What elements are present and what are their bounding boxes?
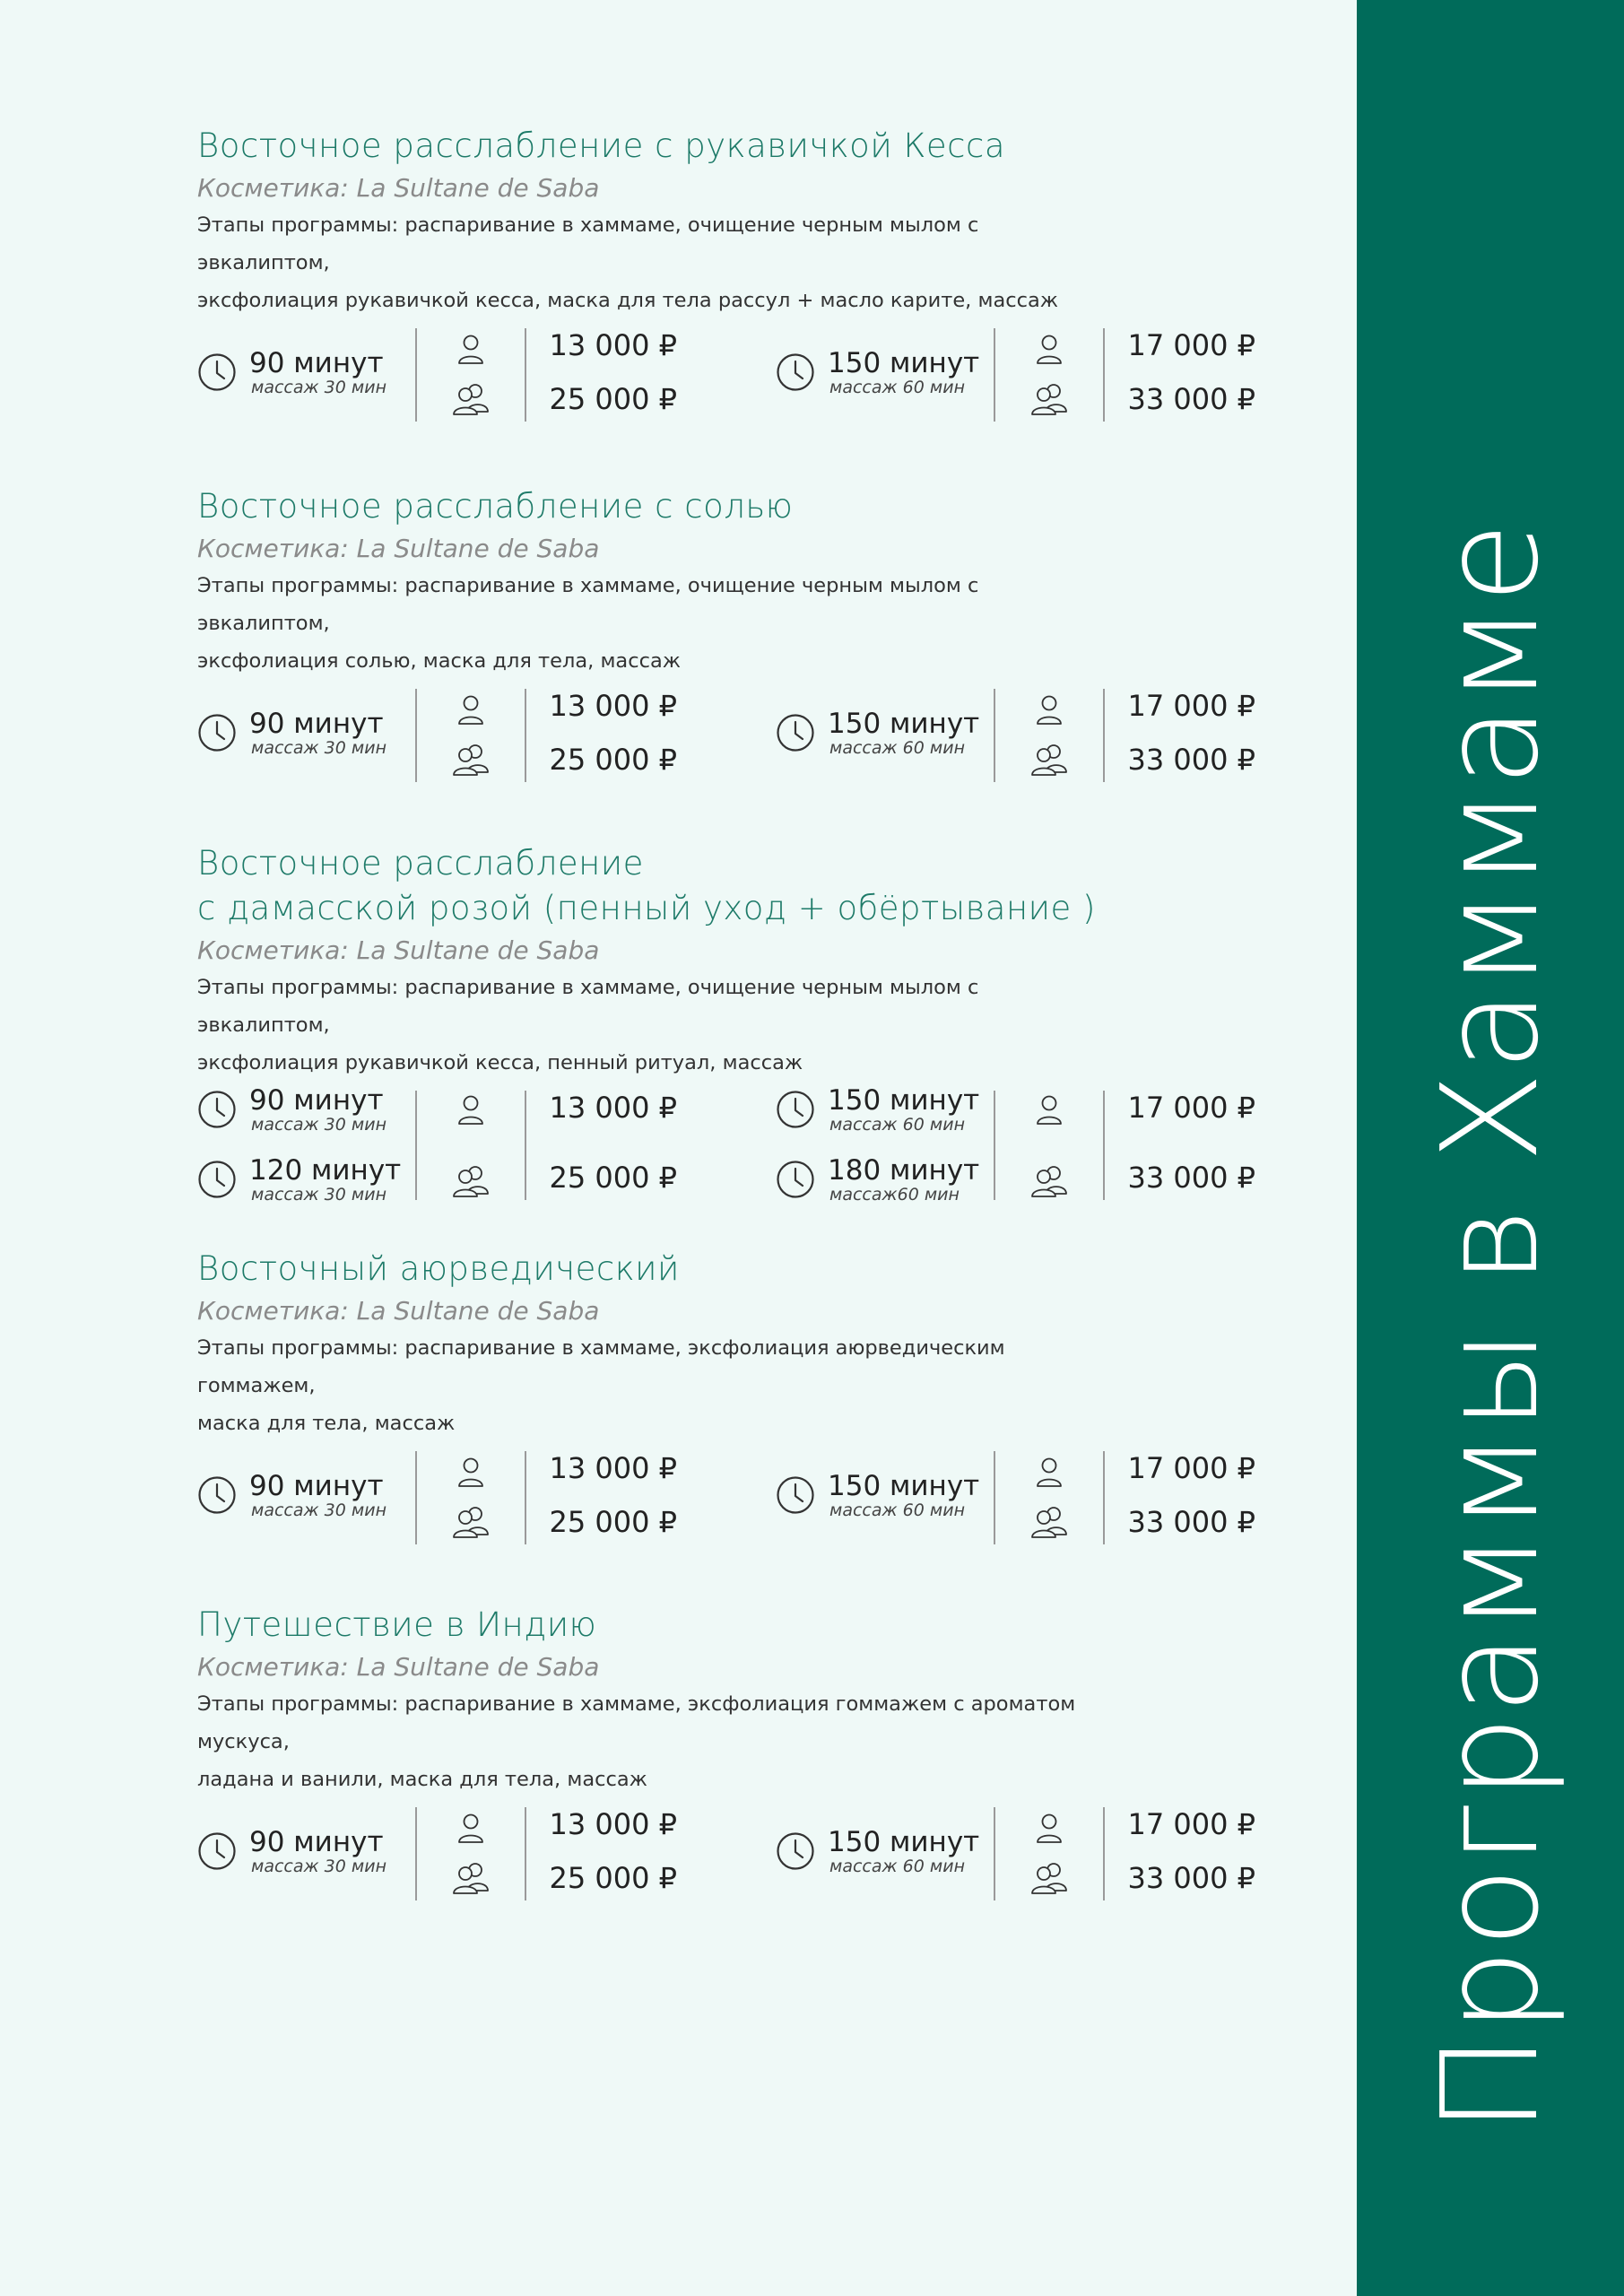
massage-duration: массаж 60 мин (829, 1500, 965, 1520)
massage-duration: массаж 60 мин (829, 1115, 965, 1135)
price-single: 13 000 ₽ (549, 1807, 677, 1841)
program-title (197, 1603, 1273, 1648)
program-item (197, 841, 1273, 1205)
program-stages-line: маска для тела, массаж (197, 1412, 456, 1435)
price-block-right (776, 1451, 1278, 1544)
massage-duration: массаж 30 мин (251, 1185, 386, 1205)
program-stages (197, 567, 1112, 680)
two-persons-icon (448, 1503, 493, 1539)
divider (1103, 328, 1105, 422)
price-double: 33 000 ₽ (1127, 1861, 1255, 1895)
divider (1103, 1807, 1105, 1900)
program-stages-line: ладана и ванили, маска для тела, массаж (197, 1768, 647, 1791)
duration-value: 150 минут (828, 1826, 980, 1858)
single-person-icon (1027, 332, 1072, 368)
price-block-left (197, 689, 699, 782)
duration-value: 90 минут (249, 1826, 384, 1858)
duration-value: 120 минут (249, 1154, 402, 1187)
program-stages-line: эксфолиация рукавичкой кесса, маска для тела рассул + масло карите, массаж (197, 289, 1059, 312)
duration (197, 347, 413, 404)
divider (994, 689, 995, 782)
program-title-line: Путешествие в Индию (197, 1605, 597, 1644)
price-single: 13 000 ₽ (549, 1451, 677, 1485)
two-persons-icon (1027, 741, 1072, 777)
duration (197, 1084, 413, 1141)
program-item (197, 1603, 1273, 1900)
program-stages-line: эксфолиация рукавичкой кесса, пенный ритуал, массаж (197, 1051, 803, 1074)
duration (197, 1826, 413, 1883)
price-single: 13 000 ₽ (549, 689, 677, 723)
divider (994, 328, 995, 422)
clock-icon (197, 1475, 237, 1515)
program-title-line: с дамасской розой (пенный уход + обёртывание ) (197, 889, 1096, 927)
two-persons-icon (448, 380, 493, 416)
divider (994, 1091, 995, 1200)
duration-text (828, 1471, 979, 1519)
cosmetics-brand: Косметика: La Sultane de Saba (197, 935, 600, 965)
price-table (197, 1451, 1273, 1544)
price-double: 33 000 ₽ (1127, 1161, 1255, 1195)
duration-text (828, 1085, 979, 1134)
massage-duration: массаж 30 мин (251, 378, 386, 397)
program-stages-line: Этапы программы: распаривание в хаммаме, эксфолиация гоммажем с ароматом мускуса, (197, 1692, 1076, 1753)
clock-icon (197, 352, 237, 392)
price-double: 25 000 ₽ (549, 743, 677, 777)
price-double: 33 000 ₽ (1127, 1505, 1255, 1539)
cosmetics-brand: Косметика: La Sultane de Saba (197, 534, 600, 563)
clock-icon (776, 352, 815, 392)
price-table (197, 1084, 1273, 1205)
duration-value: 90 минут (249, 1470, 384, 1502)
divider (525, 1807, 526, 1900)
program-item (197, 484, 1273, 782)
program-stages-line: Этапы программы: распаривание в хаммаме, очищение черным мылом с эвкалиптом, (197, 213, 979, 274)
duration-value: 150 минут (828, 1470, 980, 1502)
duration-text (249, 1155, 401, 1204)
price-single: 17 000 ₽ (1127, 1807, 1255, 1841)
single-person-icon (448, 1811, 493, 1847)
two-persons-icon (1027, 1859, 1072, 1895)
divider (525, 1451, 526, 1544)
duration (776, 1826, 991, 1883)
single-person-icon (448, 1092, 493, 1128)
clock-icon (197, 1090, 237, 1129)
price-block-right (776, 1807, 1278, 1900)
program-stages (197, 1329, 1112, 1442)
duration-text (249, 1827, 386, 1875)
duration-value: 90 минут (249, 708, 384, 740)
program-item (197, 1247, 1273, 1544)
two-persons-icon (1027, 1162, 1072, 1198)
cosmetics-brand: Косметика: La Sultane de Saba (197, 1652, 600, 1682)
price-double: 33 000 ₽ (1127, 743, 1255, 777)
duration-text (249, 1085, 386, 1134)
duration (776, 347, 991, 404)
program-stages (197, 1685, 1112, 1798)
single-person-icon (1027, 1455, 1072, 1491)
price-block-right (776, 328, 1278, 422)
massage-duration: массаж 30 мин (251, 1115, 386, 1135)
duration (776, 710, 991, 764)
price-double: 25 000 ₽ (549, 1161, 677, 1195)
clock-icon (776, 1831, 815, 1871)
program-stages (197, 969, 1112, 1082)
two-persons-icon (1027, 1503, 1072, 1539)
program-stages-line: Этапы программы: распаривание в хаммаме, эксфолиация аюрведическим гоммажем, (197, 1336, 1005, 1397)
duration-value: 150 минут (828, 708, 980, 740)
divider (415, 1451, 417, 1544)
price-block-right (776, 689, 1278, 782)
massage-duration: массаж 60 мин (829, 1857, 965, 1876)
two-persons-icon (448, 1162, 493, 1198)
cosmetics-brand: Косметика: La Sultane de Saba (197, 173, 600, 203)
divider (1103, 1451, 1105, 1544)
duration-value: 180 минут (828, 1154, 980, 1187)
single-person-icon (448, 332, 493, 368)
program-stages-line: Этапы программы: распаривание в хаммаме, очищение черным мылом с эвкалиптом, (197, 574, 979, 635)
divider (415, 328, 417, 422)
duration-text (828, 709, 979, 757)
price-single: 17 000 ₽ (1127, 328, 1255, 362)
two-persons-icon (448, 741, 493, 777)
divider (525, 689, 526, 782)
price-double: 25 000 ₽ (549, 1505, 677, 1539)
massage-duration: массаж60 мин (829, 1185, 960, 1205)
duration-text (828, 348, 979, 396)
price-double: 25 000 ₽ (549, 382, 677, 416)
duration (776, 1154, 991, 1211)
program-title (197, 1247, 1273, 1292)
divider (415, 1807, 417, 1900)
divider (525, 1091, 526, 1200)
divider (415, 689, 417, 782)
single-person-icon (448, 692, 493, 728)
duration (776, 1084, 991, 1141)
duration-text (249, 709, 386, 757)
clock-icon (776, 1090, 815, 1129)
duration (197, 1154, 413, 1211)
clock-icon (197, 1831, 237, 1871)
price-double: 25 000 ₽ (549, 1861, 677, 1895)
clock-icon (197, 713, 237, 752)
program-title (197, 484, 1273, 529)
price-single: 17 000 ₽ (1127, 1451, 1255, 1485)
price-block-left (197, 1451, 699, 1544)
clock-icon (776, 1475, 815, 1515)
duration-value: 150 минут (828, 347, 980, 379)
program-stages-line: эксфолиация солью, маска для тела, массаж (197, 649, 682, 673)
divider (994, 1451, 995, 1544)
massage-duration: массаж 60 мин (829, 378, 965, 397)
duration-value: 90 минут (249, 1084, 384, 1117)
program-title-line: Восточное расслабление с солью (197, 487, 794, 526)
sidebar-title: Программы в Хаммаме (1413, 520, 1568, 2135)
program-item (197, 124, 1273, 422)
program-title-line: Восточное расслабление с рукавичкой Кесса (197, 126, 1006, 165)
single-person-icon (1027, 692, 1072, 728)
duration-text (828, 1827, 979, 1875)
price-single: 13 000 ₽ (549, 328, 677, 362)
divider (415, 1091, 417, 1200)
price-table (197, 1807, 1273, 1900)
duration (776, 1470, 991, 1526)
sidebar (1357, 0, 1624, 2296)
price-block-right (776, 1084, 1278, 1205)
duration-text (249, 348, 386, 396)
single-person-icon (448, 1455, 493, 1491)
single-person-icon (1027, 1811, 1072, 1847)
program-title-line: Восточное расслабление (197, 844, 644, 883)
clock-icon (776, 713, 815, 752)
duration-text (249, 1471, 386, 1519)
duration (197, 1470, 413, 1526)
massage-duration: массаж 30 мин (251, 1500, 386, 1520)
two-persons-icon (448, 1859, 493, 1895)
program-stages (197, 206, 1112, 319)
program-title-line: Восточный аюрведический (197, 1249, 680, 1288)
massage-duration: массаж 30 мин (251, 1857, 386, 1876)
duration-value: 90 минут (249, 347, 384, 379)
duration-value: 150 минут (828, 1084, 980, 1117)
massage-duration: массаж 30 мин (251, 738, 386, 758)
divider (1103, 1091, 1105, 1200)
price-single: 17 000 ₽ (1127, 689, 1255, 723)
duration-text (828, 1155, 979, 1204)
massage-duration: массаж 60 мин (829, 738, 965, 758)
price-block-left (197, 1084, 699, 1205)
single-person-icon (1027, 1092, 1072, 1128)
program-title (197, 841, 1273, 931)
price-single: 13 000 ₽ (549, 1091, 677, 1125)
program-stages-line: Этапы программы: распаривание в хаммаме, очищение черным мылом с эвкалиптом, (197, 976, 979, 1037)
price-table (197, 328, 1273, 422)
price-double: 33 000 ₽ (1127, 382, 1255, 416)
price-single: 17 000 ₽ (1127, 1091, 1255, 1125)
price-block-left (197, 1807, 699, 1900)
clock-icon (776, 1160, 815, 1199)
divider (525, 328, 526, 422)
duration (197, 710, 413, 764)
clock-icon (197, 1160, 237, 1199)
cosmetics-brand: Косметика: La Sultane de Saba (197, 1296, 600, 1326)
program-title (197, 124, 1273, 169)
divider (994, 1807, 995, 1900)
price-block-left (197, 328, 699, 422)
price-table (197, 689, 1273, 782)
two-persons-icon (1027, 380, 1072, 416)
divider (1103, 689, 1105, 782)
